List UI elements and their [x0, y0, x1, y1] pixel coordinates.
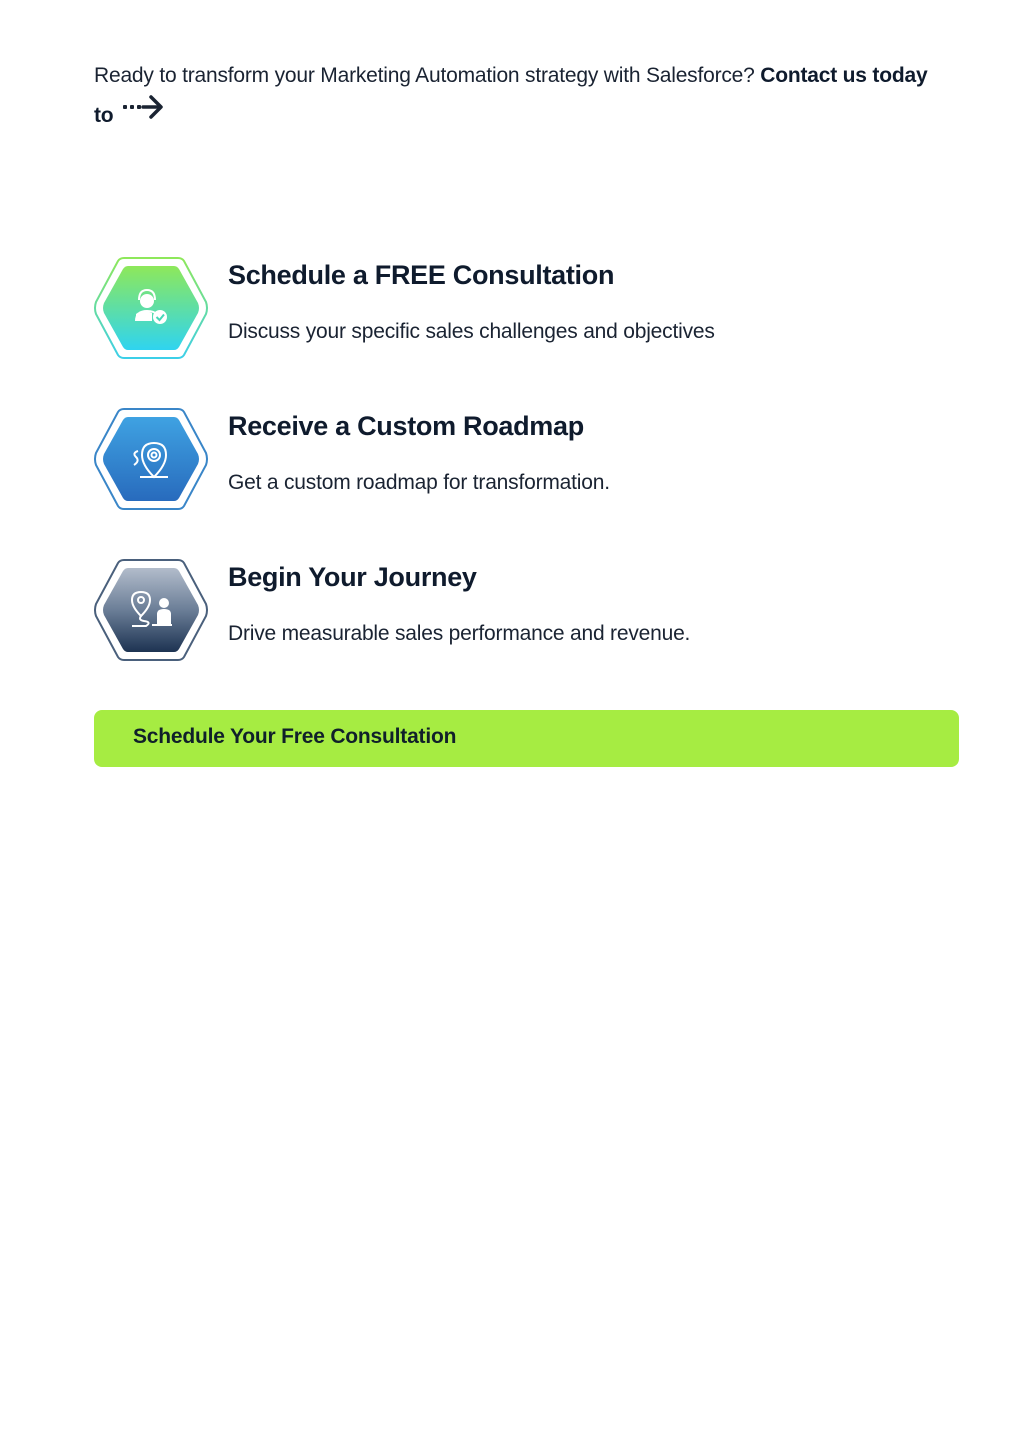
- step-description: Get a custom roadmap for transformation.: [228, 471, 610, 494]
- step-description: Drive measurable sales performance and revenue.: [228, 622, 691, 645]
- step-custom-roadmap: [94, 407, 954, 511]
- step-title: Receive a Custom Roadmap: [228, 411, 584, 441]
- dashed-arrow-right-icon[interactable]: [123, 94, 165, 134]
- roadmap-gear-pin-icon: [94, 407, 208, 511]
- intro-paragraph: [94, 56, 934, 136]
- step-schedule-consultation: [94, 256, 954, 360]
- step-begin-journey: [94, 558, 954, 662]
- contact-us-link[interactable]: Contact us today to: [94, 64, 928, 127]
- cta-label: Schedule Your Free Consultation: [133, 725, 457, 748]
- step-title: Begin Your Journey: [228, 562, 477, 592]
- consultant-check-icon: [94, 256, 208, 360]
- step-description: Discuss your specific sales challenges and objectives: [228, 320, 715, 343]
- journey-pin-person-icon: [94, 558, 208, 662]
- intro-text: Ready to transform your Marketing Automation strategy with Salesforce?: [94, 64, 761, 87]
- step-title: Schedule a FREE Consultation: [228, 260, 615, 290]
- schedule-consultation-button[interactable]: [94, 710, 959, 767]
